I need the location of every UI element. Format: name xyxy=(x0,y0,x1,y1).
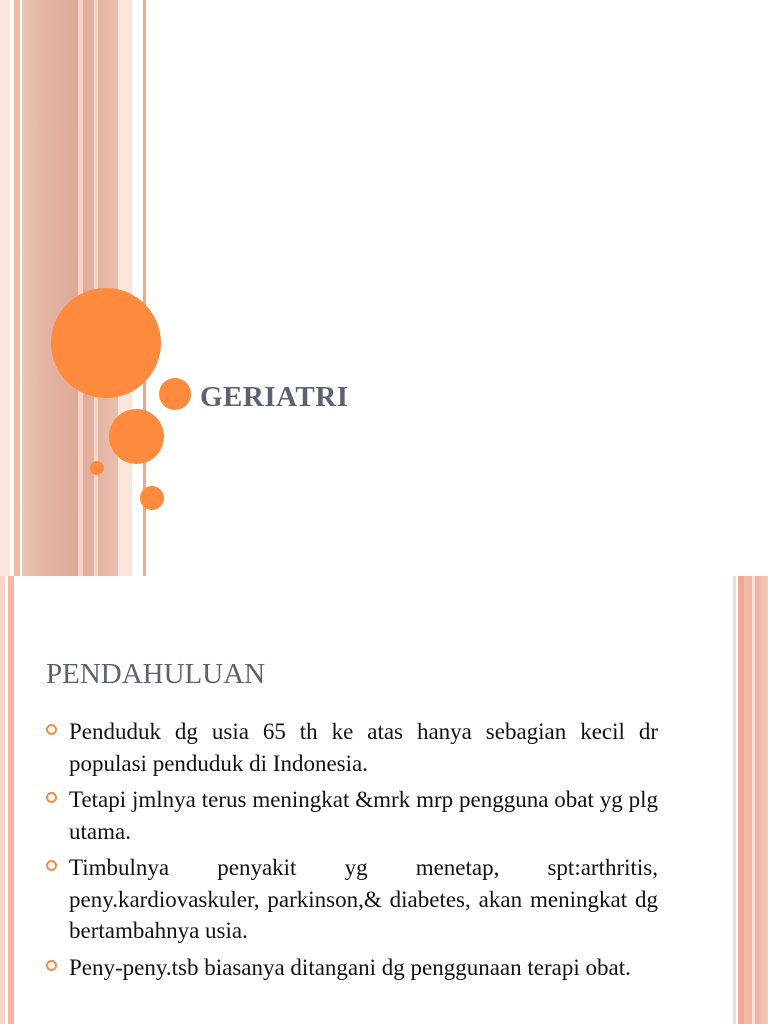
decor-stripe xyxy=(14,0,20,576)
decor-stripe xyxy=(118,0,132,576)
bullet-item xyxy=(46,784,658,847)
bullet-circle-icon xyxy=(46,960,57,971)
decor-stripe xyxy=(733,576,736,1024)
decor-stripe xyxy=(78,0,83,576)
decor-circle-tiny xyxy=(90,461,104,475)
decor-stripe xyxy=(0,576,5,1024)
bullet-item xyxy=(46,852,658,947)
decor-stripe xyxy=(8,576,14,1024)
decor-stripe xyxy=(0,0,10,576)
bullet-text: Timbulnya penyakit yg menetap, spt:arthritis, peny.kardiovaskuler, parkinson,& diabetes, akan meningkat dg bertambahnya usia. xyxy=(69,855,658,943)
bullet-list xyxy=(46,716,658,988)
section-title: PENDAHULUAN xyxy=(46,658,266,690)
bullet-item xyxy=(46,716,658,779)
slide-content xyxy=(0,576,768,1024)
bullet-circle-icon xyxy=(46,724,57,735)
decor-circle-large xyxy=(51,288,161,398)
bullet-text: Tetapi jmlnya terus meningkat &mrk mrp pengguna obat yg plg utama. xyxy=(69,787,658,844)
decor-circle-small xyxy=(159,378,191,410)
decor-stripe xyxy=(744,576,768,1024)
slide-title-text: GERIATRI xyxy=(200,381,349,413)
bullet-item xyxy=(46,952,658,984)
bullet-text: Peny-peny.tsb biasanya ditangani dg penggunaan terapi obat. xyxy=(69,954,631,980)
bullet-text: Penduduk dg usia 65 th ke atas hanya sebagian kecil dr populasi penduduk di Indonesia. xyxy=(69,719,658,776)
decor-circle-small xyxy=(140,486,164,510)
decor-stripe xyxy=(752,576,755,1024)
decor-circle-medium xyxy=(109,409,164,464)
bullet-circle-icon xyxy=(46,792,57,803)
bullet-circle-icon xyxy=(46,860,57,871)
